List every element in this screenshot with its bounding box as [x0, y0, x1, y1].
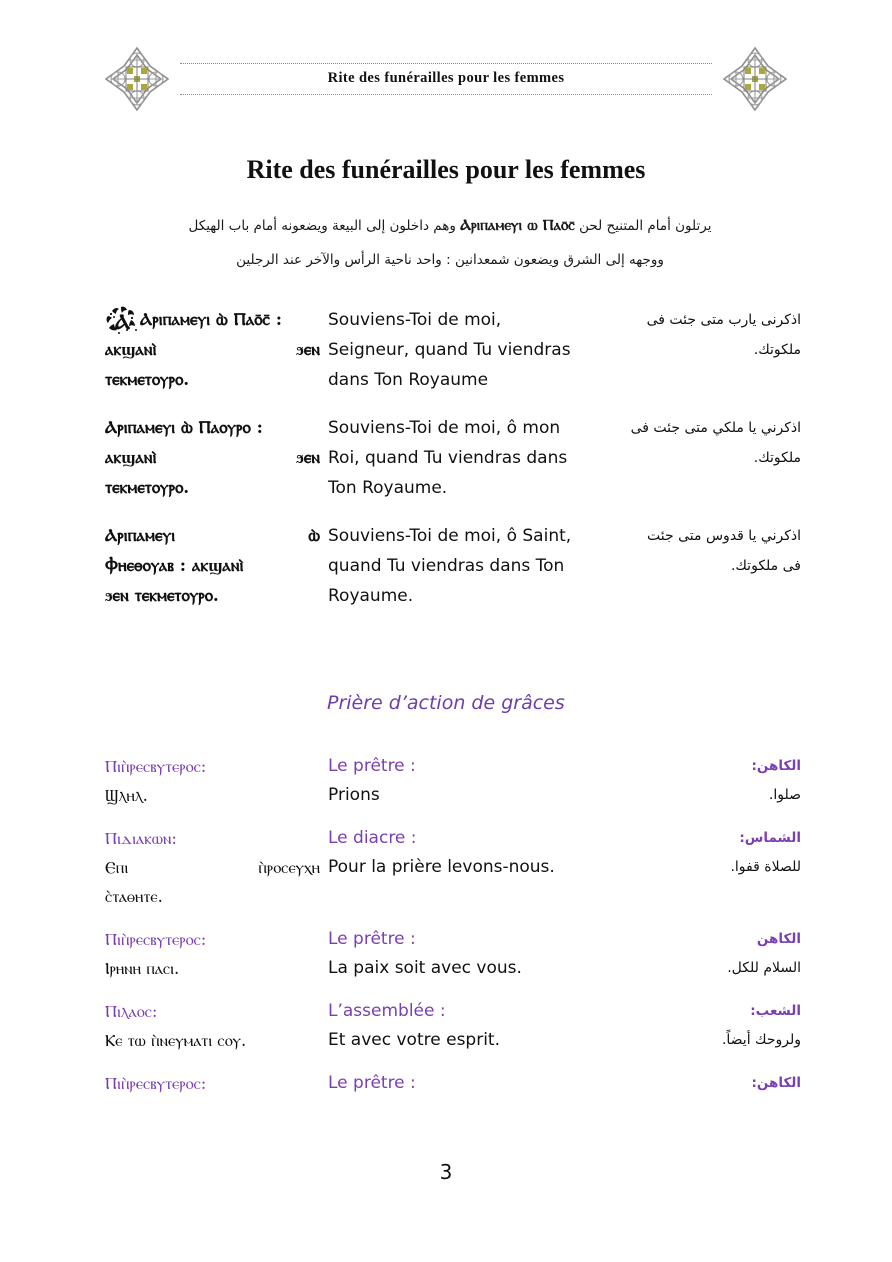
verse-coptic-line1-b: ⲱ̀ [308, 526, 320, 546]
utterance-coptic: Ϣⲗⲏⲗ. [105, 786, 148, 805]
speaker-label-coptic: Ⲡⲓⲡ̀ⲣⲉⲥⲃⲩⲧⲉⲣⲟⲥ: [105, 757, 207, 776]
utterance-coptic-a: Ⲉⲡⲓ [105, 858, 129, 877]
utterance-coptic: Ⲓⲣⲏⲛⲏ ⲡⲁⲥⲓ. [105, 959, 180, 978]
dialogue-coptic [105, 1069, 320, 1098]
dialogue-arabic [596, 752, 801, 810]
verse-coptic-line1: Ⲁⲣⲓⲡⲁⲙⲉⲩⲓ ⲱ̀ Ⲡⲁⲟ̄ⲥ̄ : [140, 310, 283, 330]
rubric-instructions [120, 208, 780, 277]
speaker-label-french: L’assemblée : [328, 1001, 446, 1021]
speaker-label-arabic: الكاهن: [751, 758, 801, 774]
speaker-label-coptic: Ⲡⲓⲇⲓⲁⲕⲱⲛ: [105, 829, 177, 848]
rubric-line2: ووجهه إلى الشرق ويضعون شمعدانين : واحد ناحية الرأس والآخر عند الرجلين [236, 252, 664, 268]
dialogue-arabic [596, 1069, 801, 1098]
speaker-label-french: Le diacre : [328, 828, 417, 848]
verse-coptic [105, 305, 320, 395]
dialogue-french [328, 997, 578, 1055]
running-header [100, 44, 792, 114]
speaker-label-french: Le prêtre : [328, 929, 416, 949]
verse-arabic [596, 521, 801, 611]
verse-row [0, 305, 892, 411]
dialogue-arabic [596, 997, 801, 1055]
verse-coptic-line1 [105, 521, 320, 551]
dialogue-row [0, 997, 892, 1055]
dialogue-coptic [105, 997, 320, 1055]
utterance-coptic-c: ⲥ̀ⲧⲁⲑⲏⲧⲉ. [105, 887, 163, 906]
speaker-label-arabic: الشعب: [750, 1003, 801, 1019]
dialogue-row [0, 752, 892, 810]
dialogue-coptic [105, 824, 320, 911]
utterance-coptic-b: ⲡ̀ⲣⲟⲥⲉⲩⲭⲏ [258, 858, 320, 877]
utterance-french: Et avec votre esprit. [328, 1030, 500, 1050]
dialogue-block [0, 752, 892, 1112]
verse-arabic [596, 305, 801, 395]
verse-arabic-line1: اذكرني يا ملكي متى جئت فى [630, 420, 801, 436]
rubric-line1-before: يرتلون أمام المتنيح لحن [574, 218, 712, 234]
speaker-label-coptic: Ⲡⲓⲗⲁⲟⲥ: [105, 1002, 158, 1021]
header-rule-bottom [180, 94, 712, 95]
speaker-label-arabic: الكاهن [756, 931, 801, 947]
page-number: 3 [439, 1160, 453, 1184]
dialogue-french [328, 1069, 578, 1098]
utterance-arabic: صلوا. [768, 787, 801, 803]
verse-arabic-line2: ملكوتك. [753, 342, 801, 358]
verse-rows [0, 305, 892, 627]
verse-coptic-line2-b: ϧⲉⲛ [296, 340, 320, 360]
dialogue-french [328, 925, 578, 983]
verse-arabic [596, 413, 801, 503]
dialogue-row [0, 925, 892, 983]
dialogue-row [0, 1069, 892, 1098]
header-center [174, 44, 718, 114]
utterance-arabic: للصلاة قفوا. [730, 859, 801, 875]
dialogue-coptic [105, 925, 320, 983]
utterance-french: Pour la prière levons-nous. [328, 857, 555, 877]
verse-french: Souviens-Toi de moi, Seigneur, quand Tu viendras dans Ton Royaume [328, 310, 571, 390]
verse-arabic-line2: فى ملكوتك. [730, 558, 801, 574]
utterance-coptic: Ⲕⲉ ⲧⲱ ⲡ̀ⲛⲉⲩⲙⲁⲧⲓ ⲥⲟⲩ. [105, 1031, 247, 1050]
verse-coptic-line2-a: ⲁⲕϣⲁⲛⲓ̀ [105, 448, 157, 468]
verse-coptic-line2 [105, 335, 320, 365]
verse-coptic-line2: Ⲫⲏⲉⲑⲟⲩⲁⲃ : ⲁⲕϣⲁⲛⲓ̀ [105, 556, 244, 576]
dialogue-arabic [596, 824, 801, 911]
verse-french: Souviens-Toi de moi, ô mon Roi, quand Tu viendras dans Ton Royaume. [328, 418, 568, 498]
utterance-french: Prions [328, 785, 380, 805]
verse-french: Souviens-Toi de moi, ô Saint, quand Tu viendras dans Ton Royaume. [328, 526, 572, 606]
verse-coptic-line3: ⲧⲉⲕⲙⲉⲧⲟⲩⲣⲟ. [105, 478, 190, 498]
dialogue-french [328, 752, 578, 810]
header-title: Rite des funérailles pour les femmes [327, 70, 565, 86]
verse-row [0, 413, 892, 519]
utterance-arabic: السلام للكل. [727, 960, 801, 976]
utterance-arabic: ولروحك أيضاً. [721, 1032, 801, 1048]
verse-coptic-line2-b: ϧⲉⲛ [296, 448, 320, 468]
verse-coptic-line3: ⲧⲉⲕⲙⲉⲧⲟⲩⲣⲟ. [105, 370, 190, 390]
speaker-label-coptic: Ⲡⲓⲡ̀ⲣⲉⲥⲃⲩⲧⲉⲣⲟⲥ: [105, 930, 207, 949]
illuminated-dropcap-icon [105, 306, 139, 336]
utterance-french: La paix soit avec vous. [328, 958, 522, 978]
speaker-label-arabic: الشماس: [739, 830, 801, 846]
rubric-line1-after: وهم داخلون إلى البيعة ويضعونه أمام باب الهيكل [188, 218, 461, 234]
rubric-coptic-incipit: Ⲁⲣⲓⲡⲁⲙⲉⲩⲓ ⲱ Ⲡⲁⲟ̄ⲥ̄ [460, 216, 575, 234]
verse-arabic-line1: اذكرنى يارب متى جئت فى [646, 312, 801, 328]
verse-coptic-line1-a: Ⲁⲣⲓⲡⲁⲙⲉⲩⲓ [105, 526, 176, 546]
page-title: Rite des funérailles pour les femmes [246, 155, 646, 184]
dialogue-arabic [596, 925, 801, 983]
verse-coptic [105, 521, 320, 611]
verse-coptic-line2 [105, 443, 320, 473]
speaker-label-french: Le prêtre : [328, 756, 416, 776]
verse-arabic-line1: اذكرني يا قدوس متى جئت [647, 528, 801, 544]
speaker-label-coptic: Ⲡⲓⲡ̀ⲣⲉⲥⲃⲩⲧⲉⲣⲟⲥ: [105, 1074, 207, 1093]
verse-row [0, 521, 892, 627]
verse-coptic-line3: ϧⲉⲛ ⲧⲉⲕⲙⲉⲧⲟⲩⲣⲟ. [105, 586, 219, 606]
speaker-label-arabic: الكاهن: [751, 1075, 801, 1091]
speaker-label-french: Le prêtre : [328, 1073, 416, 1093]
coptic-knot-ornament-left [100, 44, 174, 114]
verse-coptic-line1: Ⲁⲣⲓⲡⲁⲙⲉⲩⲓ ⲱ̀ Ⲡⲁⲟⲩⲣⲟ : [105, 418, 263, 438]
svg-text:Ⲁ: Ⲁ [115, 309, 131, 334]
dialogue-coptic [105, 752, 320, 810]
section-heading: Prière d’action de grâces [327, 692, 565, 714]
verse-arabic-line2: ملكوتك. [753, 450, 801, 466]
coptic-knot-ornament-right [718, 44, 792, 114]
verse-coptic [105, 413, 320, 503]
dialogue-french [328, 824, 578, 911]
verse-coptic-line2-a: ⲁⲕϣⲁⲛⲓ̀ [105, 340, 157, 360]
utterance-coptic [105, 853, 320, 882]
dialogue-row [0, 824, 892, 911]
